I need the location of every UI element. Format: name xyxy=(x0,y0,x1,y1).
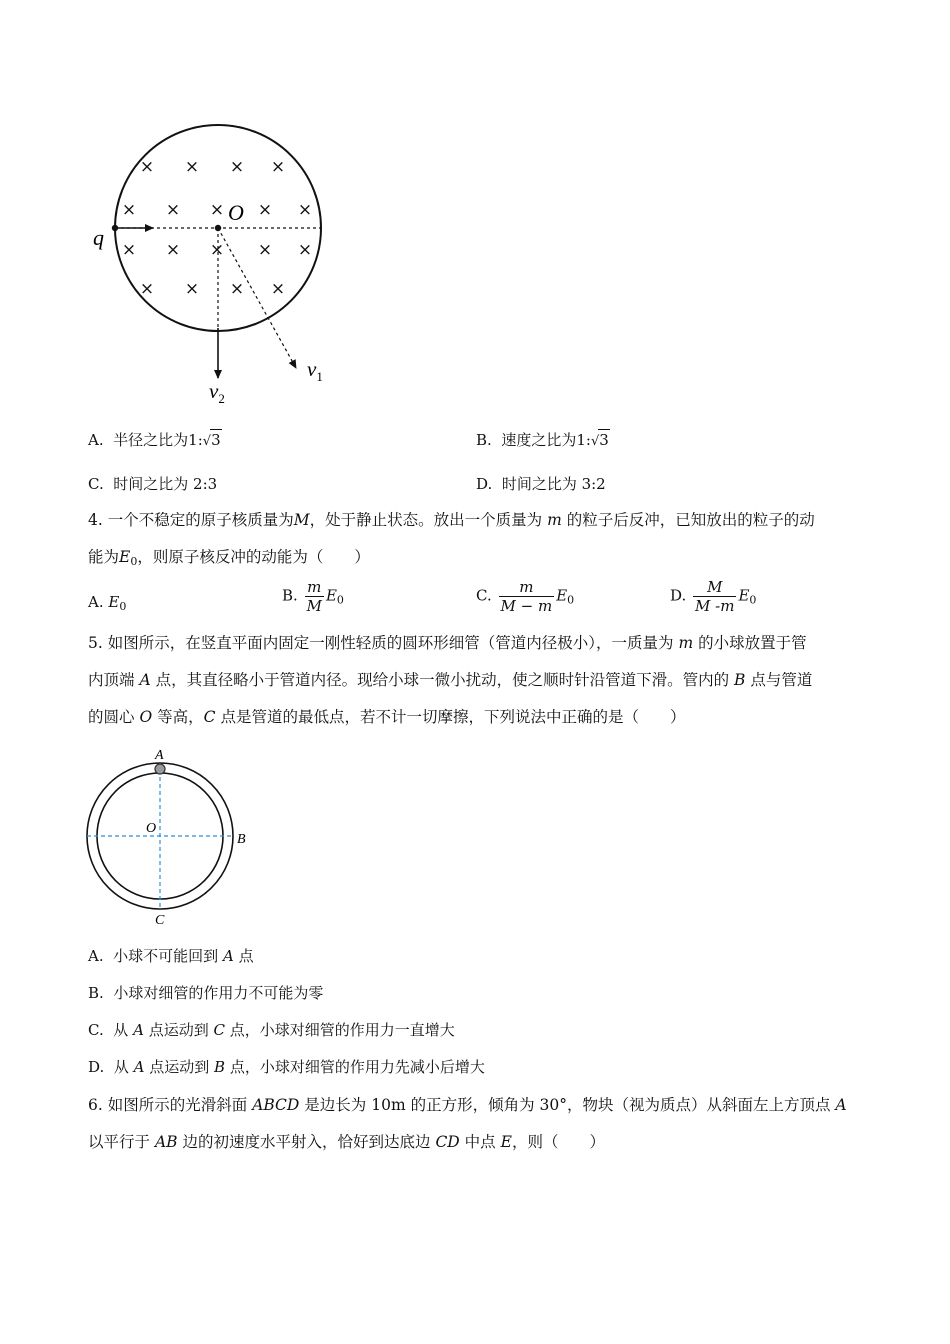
point-o-label: O xyxy=(146,821,157,836)
field-marker-15: × xyxy=(139,279,155,299)
v2-label: $v_2$ xyxy=(209,379,225,406)
field-marker-7: × xyxy=(209,200,225,220)
point-b-label: B xyxy=(237,832,246,847)
q3-option-d[interactable]: D. 时间之比为 3:2 xyxy=(476,475,606,493)
q4-option-c[interactable]: C. $\frac{m}{M - m}$ $E_0$ xyxy=(476,578,575,615)
magnetic-field-figure xyxy=(85,110,345,410)
field-marker-18: × xyxy=(270,279,286,299)
q3-option-b[interactable]: B. 速度之比为1:√3 xyxy=(476,431,609,449)
q4-option-d[interactable]: D. $\frac{M}{M -m}$ $E_0$ xyxy=(670,578,757,615)
q3-option-a[interactable]: A. 半径之比为1:√3 xyxy=(88,431,221,449)
field-marker-3: × xyxy=(229,157,245,177)
q5-option-c[interactable]: C. 从 A 点运动到 C 点，小球对细管的作用力一直增大 xyxy=(88,1021,455,1039)
q4-option-b[interactable]: B. $\frac{m}{M}$ $E_0$ xyxy=(282,578,344,615)
field-marker-4: × xyxy=(270,157,286,177)
v1-label: $v_1$ xyxy=(307,357,323,384)
q6-question-text: 6. 如图所示的光滑斜面 ABCD 是边长为 10m 的正方形，倾角为 30°，物块（视为质点）从斜面左上方顶点 A 以平行于 AB 边的初速度水平射入，恰好到达底边 CD 中点 E，则（ ） xyxy=(88,1096,847,1151)
q5-option-a[interactable]: A. 小球不可能回到 A 点 xyxy=(88,947,254,965)
q5-option-d[interactable]: D. 从 A 点运动到 B 点，小球对细管的作用力先减小后增大 xyxy=(88,1058,485,1076)
field-marker-2: × xyxy=(184,157,200,177)
q5-question-text: 5. 如图所示，在竖直平面内固定一刚性轻质的圆环形细管（管道内径极小），一质量为 m 的小球放置于管 内顶端 A 点，其直径略小于管道内径。现给小球一微小扰动，使之顺时针沿管道下滑。管内的 B 点与管道 的圆心 O 等高，C 点是管道的最低点，若不计一切摩擦，下列说法中正确的是（ ） xyxy=(88,634,813,726)
field-marker-5: × xyxy=(121,200,137,220)
field-marker-12: × xyxy=(209,240,225,260)
q4-option-a[interactable]: A. $E_0$ xyxy=(88,593,127,613)
ball xyxy=(155,764,165,774)
q5-option-b[interactable]: B. 小球对细管的作用力不可能为零 xyxy=(88,984,324,1002)
field-marker-13: × xyxy=(257,240,273,260)
field-marker-14: × xyxy=(297,240,313,260)
field-marker-11: × xyxy=(165,240,181,260)
point-a-label: A xyxy=(155,748,164,763)
charge-entry-point xyxy=(112,225,118,231)
field-marker-17: × xyxy=(229,279,245,299)
charge-label: q xyxy=(93,225,104,250)
field-marker-16: × xyxy=(184,279,200,299)
point-c-label: C xyxy=(155,913,165,928)
field-marker-8: × xyxy=(257,200,273,220)
q4-question-text: 4. 一个不稳定的原子核质量为M，处于静止状态。放出一个质量为 m 的粒子后反冲，已知放出的粒子的动 能为$E_0$，则原子核反冲的动能为（ ） xyxy=(88,511,815,568)
field-marker-6: × xyxy=(165,200,181,220)
field-marker-10: × xyxy=(121,240,137,260)
center-label: O xyxy=(228,200,244,225)
ring-tube-figure xyxy=(80,745,260,930)
q3-option-c[interactable]: C. 时间之比为 2:3 xyxy=(88,475,218,493)
field-marker-9: × xyxy=(297,200,313,220)
field-marker-1: × xyxy=(139,157,155,177)
